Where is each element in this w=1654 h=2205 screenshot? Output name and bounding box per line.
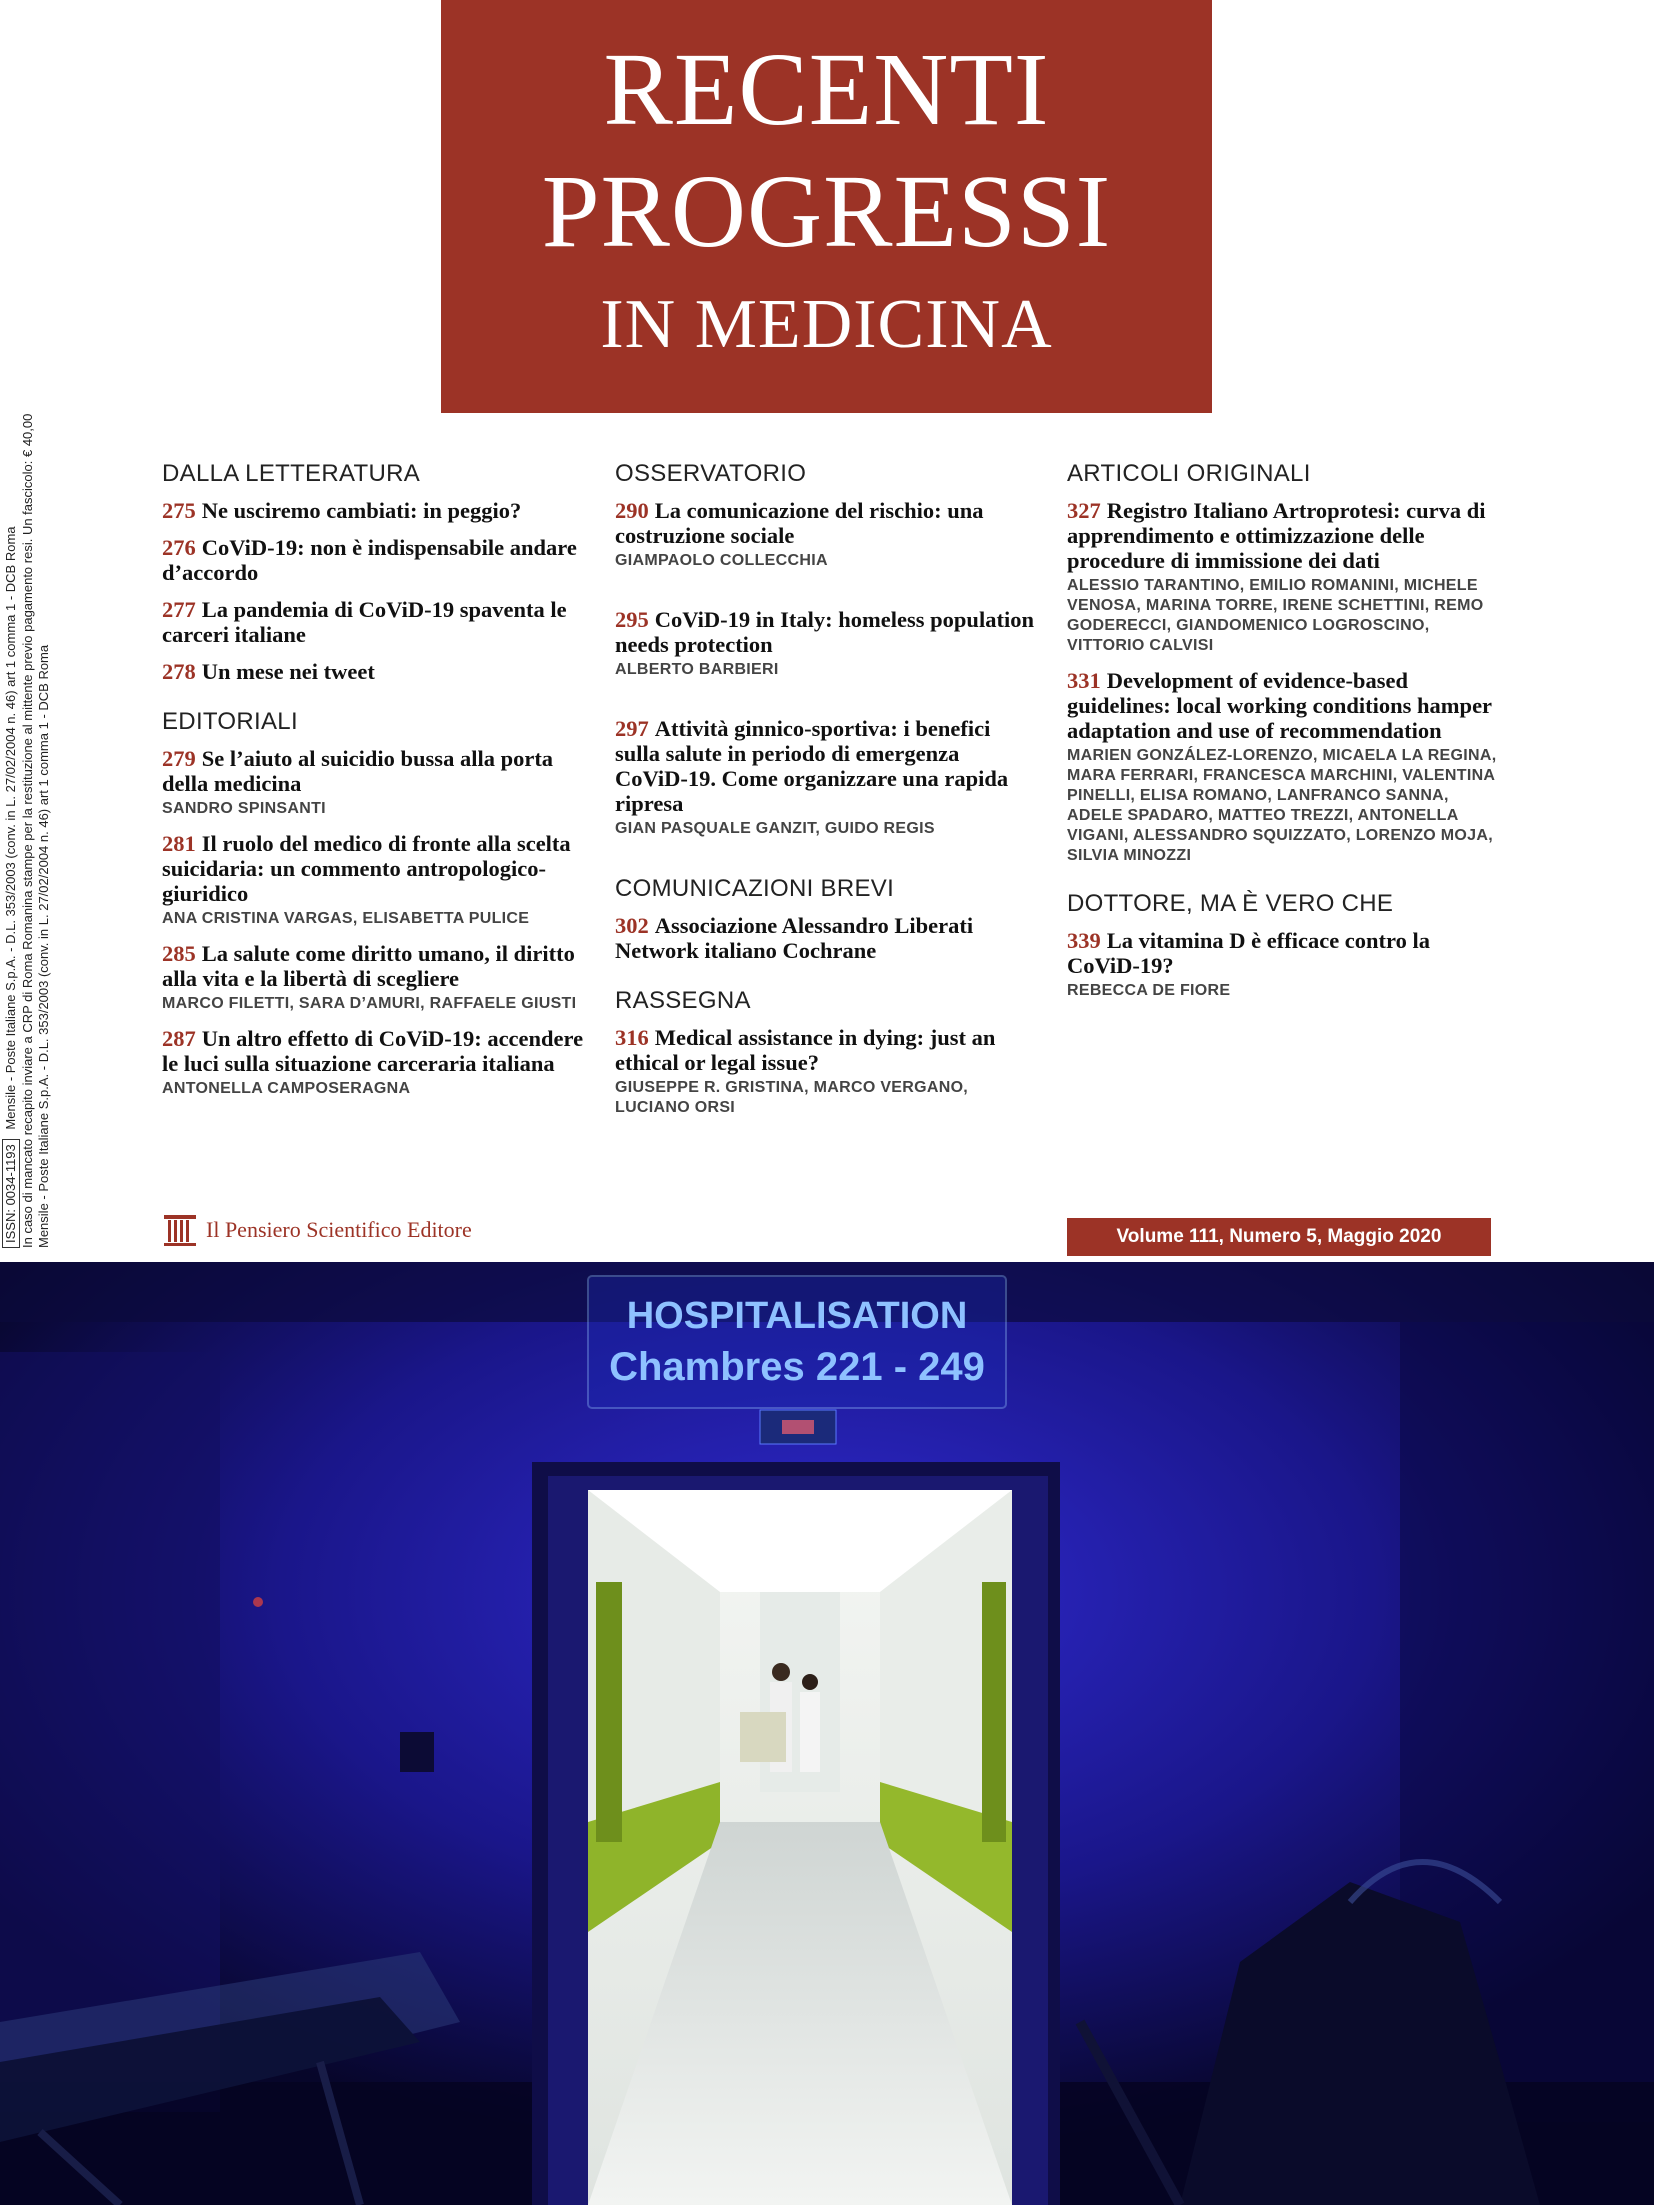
article-entry[interactable] (615, 1025, 1035, 1118)
article-entry[interactable] (162, 1026, 592, 1099)
section-heading: OSSERVATORIO (615, 460, 807, 487)
sign-line-2: Chambres 221 - 249 (609, 1345, 985, 1389)
toc-column-3 (1067, 460, 1507, 1013)
article-entry[interactable] (615, 913, 1035, 963)
article-entry[interactable] (1067, 498, 1507, 656)
sign-line-1: HOSPITALISATION (626, 1295, 968, 1337)
publisher-logo (162, 1212, 472, 1248)
masthead-line-3: IN MEDICINA (600, 286, 1053, 363)
cover-photo (0, 1262, 1654, 2205)
article-entry[interactable] (615, 716, 1035, 839)
article-entry[interactable] (162, 831, 592, 929)
page-number: 302 (615, 913, 649, 938)
article-entry[interactable] (162, 535, 592, 585)
page-number: 275 (162, 498, 196, 523)
page-number: 279 (162, 746, 196, 771)
article-entry[interactable] (162, 746, 592, 819)
page-number: 295 (615, 607, 649, 632)
page-number: 339 (1067, 928, 1101, 953)
publisher-name: Il Pensiero Scientifico Editore (206, 1217, 472, 1242)
page-number: 297 (615, 716, 649, 741)
page-number: 290 (615, 498, 649, 523)
section-heading: EDITORIALI (162, 708, 298, 735)
article-title: CoViD-19 in Italy: homeless population needs protection (615, 607, 1034, 657)
article-title: Il ruolo del medico di fronte alla scelta suicidaria: un commento antropologico-giuridico (162, 831, 571, 906)
page-number: 287 (162, 1026, 196, 1051)
article-title: La comunicazione del rischio: una costruzione sociale (615, 498, 984, 548)
spine-text (2, 413, 51, 1248)
article-title: Development of evidence-based guidelines: local working conditions hamper adaptation and use of recommendation (1067, 668, 1492, 743)
article-authors: SANDRO SPINSANTI (162, 800, 326, 817)
section-heading: DOTTORE, MA È VERO CHE (1067, 890, 1394, 917)
masthead-line-1: RECENTI (603, 32, 1050, 147)
article-entry[interactable] (615, 607, 1035, 680)
article-authors: ALBERTO BARBIERI (615, 661, 779, 678)
article-authors: GIAMPAOLO COLLECCHIA (615, 552, 828, 569)
section-heading: DALLA LETTERATURA (162, 460, 421, 487)
page-number: 277 (162, 597, 196, 622)
article-title: CoViD-19: non è indispensabile andare d’accordo (162, 535, 577, 585)
article-entry[interactable] (162, 498, 592, 523)
article-title: Se l’aiuto al suicidio bussa alla porta della medicina (162, 746, 554, 796)
article-entry[interactable] (162, 597, 592, 647)
article-title: Medical assistance in dying: just an ethical or legal issue? (615, 1025, 996, 1075)
article-entry[interactable] (162, 941, 592, 1014)
article-title: La pandemia di CoViD-19 spaventa le carceri italiane (162, 597, 567, 647)
article-entry[interactable] (1067, 668, 1507, 866)
spine-line-3: Mensile - Poste Italiane S.p.A. - D.L. 353/2003 (conv. in L. 27/02/2004 n. 46) art 1 comma 1 - DCB Roma (36, 644, 51, 1248)
article-title: Registro Italiano Artroprotesi: curva di apprendimento e ottimizzazione delle procedure di immissione dei dati (1067, 498, 1486, 573)
article-authors: MARCO FILETTI, SARA D’AMURI, RAFFAELE GIUSTI (162, 995, 577, 1012)
article-title: La vitamina D è efficace contro la CoViD-19? (1067, 928, 1431, 978)
article-authors: MARIEN GONZÁLEZ-LORENZO, MICAELA LA REGINA, MARA FERRARI, FRANCESCA MARCHINI, VALENTINA PINELLI, ELISA ROMANO, LANFRANCO SANNA, ADELE SPADARO, MATTEO TREZZI, ANTONELLA VIGANI, ALESSANDRO SQUIZZATO, LORENZO MOJA, SILVIA MINOZZI (1067, 747, 1497, 864)
article-authors: ALESSIO TARANTINO, EMILIO ROMANINI, MICHELE VENOSA, MARINA TORRE, IRENE SCHETTINI, REMO GODERECCI, GIANDOMENICO LOGROSCINO, VITTORIO CALVISI (1067, 577, 1484, 654)
article-title: Associazione Alessandro Liberati Network italiano Cochrane (615, 913, 974, 963)
article-title: Ne usciremo cambiati: in peggio? (201, 498, 522, 523)
page-number: 281 (162, 831, 196, 856)
hospitalisation-sign (588, 1276, 1006, 1408)
page-number: 285 (162, 941, 196, 966)
article-authors: GIAN PASQUALE GANZIT, GUIDO REGIS (615, 820, 935, 837)
spine-line-2: In caso di mancato recapito inviare a CRP di Roma Romanina stampe per la restituzione al mittente previo pagamento resi. Un fascicolo: € 40,00 (20, 413, 35, 1248)
column-logo-icon (162, 1212, 198, 1248)
article-authors: REBECCA DE FIORE (1067, 982, 1231, 999)
article-title: Un altro effetto di CoViD-19: accendere le luci sulla situazione carceraria italiana (162, 1026, 584, 1076)
section-heading: ARTICOLI ORIGINALI (1067, 460, 1311, 487)
page-number: 276 (162, 535, 196, 560)
page-number: 327 (1067, 498, 1101, 523)
article-title: La salute come diritto umano, il diritto alla vita e la libertà di scegliere (162, 941, 575, 991)
article-authors: ANTONELLA CAMPOSERAGNA (162, 1080, 411, 1097)
article-entry[interactable] (1067, 928, 1507, 1001)
page-number: 331 (1067, 668, 1101, 693)
page-number: 278 (162, 659, 196, 684)
article-entry[interactable] (162, 659, 592, 684)
toc-column-1 (162, 460, 592, 1111)
section-heading: COMUNICAZIONI BREVI (615, 875, 895, 902)
article-authors: ANA CRISTINA VARGAS, ELISABETTA PULICE (162, 910, 530, 927)
volume-banner: Volume 111, Numero 5, Maggio 2020 (1067, 1218, 1491, 1256)
article-title: Attività ginnico-sportiva: i benefici sulla salute in periodo di emergenza CoViD-19. Come organizzare una rapida ripresa (615, 716, 1009, 816)
masthead (441, 0, 1212, 413)
spine-line-1: ISSN: 0034-1193 Mensile - Poste Italiane S.p.A. - D.L. 353/2003 (conv. in L. 27/02/2004 n. 46) art 1 comma 1 - DCB Roma (2, 448, 20, 1248)
section-heading: RASSEGNA (615, 987, 751, 1014)
article-title: Un mese nei tweet (201, 659, 375, 684)
article-authors: GIUSEPPE R. GRISTINA, MARCO VERGANO, LUCIANO ORSI (615, 1079, 969, 1116)
article-entry[interactable] (615, 498, 1035, 571)
page-number: 316 (615, 1025, 649, 1050)
toc-column-2 (615, 460, 1035, 1130)
issn-box: ISSN: 0034-1193 (2, 1139, 20, 1248)
masthead-line-2: PROGRESSI (541, 154, 1112, 269)
